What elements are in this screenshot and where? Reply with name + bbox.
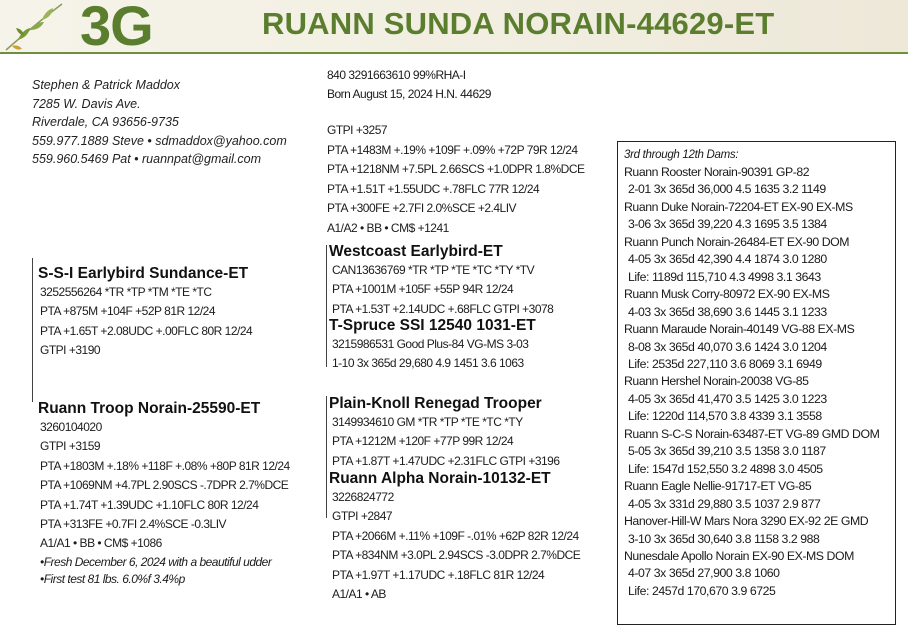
animal-info [327, 66, 491, 104]
dam-dam-block [329, 469, 580, 604]
dams-heading: 3rd through 12th Dams: [624, 149, 739, 161]
dam-dam-line: PTA +1.97T +1.17UDC +.18FLC 81R 12/24 [332, 567, 545, 582]
animal-born: Born August 15, 2024 H.N. 44629 [327, 87, 491, 101]
animal-trait: PTA +1483M +.19% +109F +.09% +72P 79R 12/24 [327, 142, 578, 157]
dam-name-row: Ruann Duke Norain-72204-ET EX-90 EX-MS [624, 199, 853, 214]
animal-proofs [327, 121, 584, 239]
sire-sire-name: Westcoast Earlybird-ET [329, 243, 503, 260]
dam-dam-line: GTPI +2847 [332, 509, 393, 524]
dam-name: Ruann Troop Norain-25590-ET [38, 400, 261, 417]
dam-record-row: Life: 2457d 170,670 3.9 6725 [628, 583, 776, 598]
page-title: RUANN SUNDA NORAIN-44629-ET [262, 6, 775, 41]
dam-record-row: 4-05 3x 365d 41,470 3.5 1425 3.0 1223 [628, 391, 827, 406]
dam-record-row: 3-06 3x 365d 39,220 4.3 1695 3.5 1384 [628, 217, 827, 232]
dam-name-row: Ruann Eagle Nellie-91717-ET VG-85 [624, 479, 812, 494]
dam-line: PTA +1069NM +4.7PL 2.90SCS -.7DPR 2.7%DCE [40, 478, 289, 493]
dam-record-row: 2-01 3x 365d 36,000 4.5 1635 3.2 1149 [628, 182, 826, 197]
dam-name-row: Nunesdale Apollo Norain EX-90 EX-MS DOM [624, 548, 854, 563]
dams-list [624, 164, 895, 600]
pedigree-line-dam [326, 396, 327, 518]
dam-dam-line: PTA +834NM +3.0PL 2.94SCS -3.0DPR 2.7%DCE [332, 548, 581, 563]
dam-name-row: Ruann Rooster Norain-90391 GP-82 [624, 165, 810, 179]
dam-note: •First test 81 lbs. 6.0%f 3.4%p [40, 572, 185, 587]
sire-dam-line: 1-10 3x 365d 29,680 4.9 1451 3.6 1063 [332, 356, 524, 371]
sire-dam-block [329, 316, 536, 374]
pedigree-line-left [32, 258, 33, 402]
dam-record-row: 4-05 3x 331d 29,880 3.5 1037 2.9 877 [628, 496, 821, 511]
dam-note: •Fresh December 6, 2024 with a beautiful udder [40, 554, 272, 569]
dam-line: PTA +1.74T +1.39UDC +1.10FLC 80R 12/24 [40, 497, 259, 512]
contact-block [32, 76, 287, 169]
pedigree-line-sire [326, 245, 327, 367]
animal-trait: PTA +300FE +2.7FI 2.0%SCE +2.4LIV [327, 201, 517, 216]
contact-line: 559.960.5469 Pat • ruannpat@gmail.com [32, 152, 262, 167]
dam-sire-block [329, 394, 560, 471]
dam-sire-line: PTA +1.87T +1.47UDC +2.31FLC GTPI +3196 [332, 453, 560, 468]
header-banner [0, 0, 908, 57]
animal-trait: PTA +1218NM +7.5PL 2.66SCS +1.0DPR 1.8%DCE [327, 162, 585, 177]
dam-record-row: 3-10 3x 365d 30,640 3.8 1158 3.2 988 [628, 531, 820, 546]
contact-line: 559.977.1889 Steve • sdmaddox@yahoo.com [32, 133, 287, 148]
sire-dam-name: T-Spruce SSI 12540 1031-ET [329, 317, 536, 334]
dam-record-row: Life: 1220d 114,570 3.8 4339 3.1 3558 [628, 409, 822, 424]
sire-sire-line: PTA +1001M +105F +55P 94R 12/24 [332, 282, 514, 297]
dam-dam-line: 3226824772 [332, 490, 394, 504]
animal-trait: PTA +1.51T +1.55UDC +.78FLC 77R 12/24 [327, 181, 540, 196]
dam-sire-line: 3149934610 GM *TR *TP *TE *TC *TY [332, 415, 523, 429]
dam-line: 3260104020 [40, 420, 102, 434]
sire-line: PTA +1.65T +2.08UDC +.00FLC 80R 12/24 [40, 323, 253, 338]
contact-line: Stephen & Patrick Maddox [32, 78, 180, 92]
dam-dam-line: PTA +2066M +.11% +109F -.01% +62P 82R 12/24 [332, 528, 579, 543]
dam-record-row: Life: 1189d 115,710 4.3 4998 3.1 3643 [628, 269, 821, 284]
dam-name-row: Ruann Musk Corry-80972 EX-90 EX-MS [624, 287, 830, 302]
sire-name: S-S-I Earlybird Sundance-ET [38, 265, 249, 282]
dam-dam-name: Ruann Alpha Norain-10132-ET [329, 470, 551, 487]
sire-sire-line: CAN13636769 *TR *TP *TE *TC *TY *TV [332, 263, 535, 277]
dam-block [38, 399, 290, 589]
animal-trait: A1/A2 • BB • CM$ +1241 [327, 220, 449, 235]
dam-line: GTPI +3159 [40, 439, 101, 454]
animal-id: 840 3291663610 99%RHA-I [327, 68, 466, 82]
sire-sire-line: PTA +1.53T +2.14UDC +.68FLC GTPI +3078 [332, 301, 554, 316]
sire-block [38, 264, 252, 361]
sire-line: PTA +875M +104F +52P 81R 12/24 [40, 304, 216, 319]
dams-box [617, 141, 896, 625]
sire-dam-line: 3215986531 Good Plus-84 VG-MS 3-03 [332, 337, 529, 351]
dam-name-row: Hanover-Hill-W Mars Nora 3290 EX-92 2E GMD [624, 514, 869, 529]
dam-line: PTA +313FE +0.7FI 2.4%SCE -0.3LIV [40, 517, 227, 532]
dam-sire-name: Plain-Knoll Renegad Trooper [329, 395, 542, 412]
dam-dam-line: A1/A1 • AB [332, 587, 386, 602]
dam-name-row: Ruann S-C-S Norain-63487-ET VG-89 GMD DOM [624, 426, 880, 441]
dam-line: PTA +1803M +.18% +118F +.08% +80P 81R 12/24 [40, 458, 290, 473]
dam-sire-line: PTA +1212M +120F +77P 99R 12/24 [332, 434, 514, 449]
dam-record-row: 8-08 3x 365d 40,070 3.6 1424 3.0 1204 [628, 339, 827, 354]
sire-line: GTPI +3190 [40, 343, 101, 358]
dam-record-row: Life: 1547d 152,550 3.2 4898 3.0 4505 [628, 461, 823, 476]
logo-3g: 3G [80, 0, 153, 57]
dam-record-row: 4-07 3x 365d 27,900 3.8 1060 [628, 566, 780, 581]
animal-gtpi: GTPI +3257 [327, 123, 388, 137]
dam-record-row: 4-03 3x 365d 38,690 3.6 1445 3.1 1233 [628, 304, 827, 319]
dam-record-row: 5-05 3x 365d 39,210 3.5 1358 3.0 1187 [628, 444, 826, 459]
dam-record-row: 4-05 3x 365d 42,390 4.4 1874 3.0 1280 [628, 252, 827, 267]
contact-line: Riverdale, CA 93656-9735 [32, 115, 179, 130]
sire-line: 3252556264 *TR *TP *TM *TE *TC [40, 285, 212, 299]
dam-name-row: Ruann Punch Norain-26484-ET EX-90 DOM [624, 234, 850, 249]
dam-name-row: Ruann Maraude Norain-40149 VG-88 EX-MS [624, 322, 855, 337]
dam-line: A1/A1 • BB • CM$ +1086 [40, 536, 162, 551]
sire-sire-block [329, 242, 553, 319]
dam-name-row: Ruann Hershel Norain-20038 VG-85 [624, 374, 809, 389]
dam-record-row: Life: 2535d 227,110 3.6 8069 3.1 6949 [628, 356, 822, 371]
contact-line: 7285 W. Davis Ave. [32, 96, 141, 111]
